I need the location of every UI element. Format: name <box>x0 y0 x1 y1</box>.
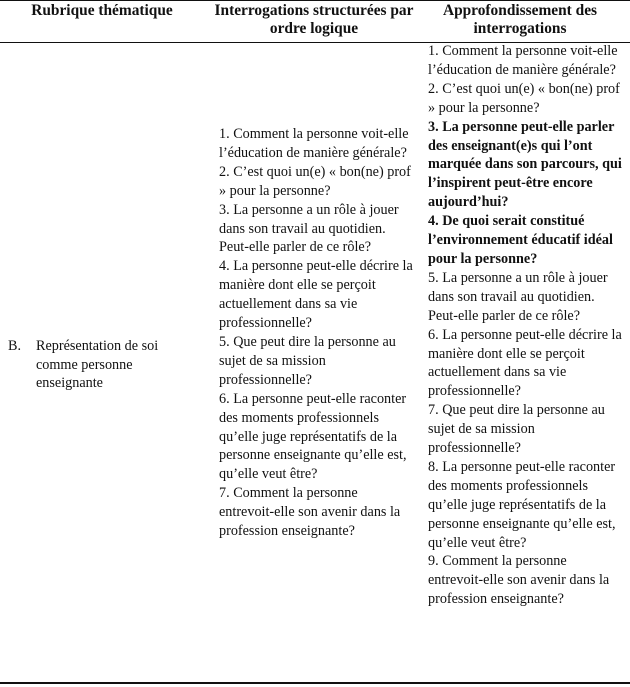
deepened-question: 8. La personne peut-elle raconter des moments professionnels qu’elle juge représentatifs de la personne enseignante qu’elle est, qu’elle veut être? <box>428 458 616 551</box>
column-header-structured-questions: Interrogations structurées par ordre logique <box>214 2 414 37</box>
deepened-question: 9. Comment la personne entrevoit-elle son avenir dans la profession enseignante? <box>428 553 610 608</box>
structured-question: 4. La personne peut-elle décrire la manière dont elle se perçoit actuellement dans sa vie professionnelle? <box>219 258 413 332</box>
deepened-question: 6. La personne peut-elle décrire la manière dont elle se perçoit actuellement dans sa vie professionnelle? <box>428 326 622 400</box>
deepened-question: 7. Que peut dire la personne au sujet de sa mission professionnelle? <box>428 402 605 457</box>
structured-question: 5. Que peut dire la personne au sujet de sa mission professionnelle? <box>219 333 396 388</box>
structured-question: 1. Comment la personne voit-elle l’éducation de manière générale? <box>219 126 409 161</box>
structured-question: 7. Comment la personne entrevoit-elle son avenir dans la profession enseignante? <box>219 485 401 540</box>
deepened-question: 5. La personne a un rôle à jouer dans son travail au quotidien. Peut-elle parler de ce rôle? <box>428 269 608 324</box>
table-top-rule <box>0 0 630 1</box>
deepened-question: 2. C’est quoi un(e) « bon(ne) prof » pour la personne? <box>428 80 620 116</box>
deepened-question: 1. Comment la personne voit-elle l’éducation de manière générale? <box>428 43 618 78</box>
table-bottom-rule <box>0 682 630 684</box>
rubric-label: Représentation de soi comme personne enseignante <box>36 338 159 391</box>
rubric-letter: B. <box>8 338 22 354</box>
deepened-question-new: 3. La personne peut-elle parler des enseignant(e)s qui l’ont marquée dans son parcours, qui l’inspirent peut-être encore aujourd’hui? <box>428 118 622 211</box>
structured-question: 6. La personne peut-elle raconter des moments professionnels qu’elle juge représentatifs de la personne enseignante qu’elle est, qu’elle veut être? <box>219 390 407 483</box>
structured-question: 2. C’est quoi un(e) « bon(ne) prof » pour la personne? <box>219 163 411 199</box>
structured-question: 3. La personne a un rôle à jouer dans son travail au quotidien. Peut-elle parler de ce rôle? <box>219 201 399 256</box>
deepened-questions-cell <box>428 42 624 609</box>
deepened-question-new: 4. De quoi serait constitué l’environnement éducatif idéal pour la personne? <box>428 213 613 267</box>
column-header-deepened-questions: Approfondissement des interrogations <box>442 2 598 37</box>
column-header-rubric: Rubrique thématique <box>31 2 173 19</box>
structured-questions-cell <box>219 125 415 541</box>
